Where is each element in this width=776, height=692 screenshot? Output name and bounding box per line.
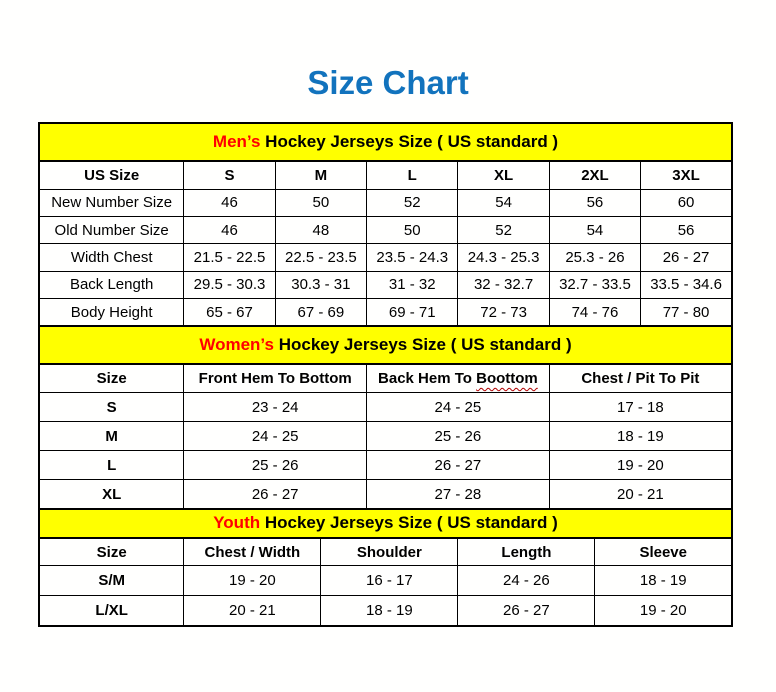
size-value-cell: 25.3 - 26 [549, 244, 640, 271]
size-chart-tables [38, 122, 733, 627]
size-value-cell: 19 - 20 [595, 596, 732, 626]
youth-section-banner [38, 508, 733, 539]
mens-header-row [39, 161, 732, 189]
size-value-cell: 25 - 26 [367, 422, 550, 451]
misspelled-word: Boottom [476, 370, 538, 388]
womens-col-header [367, 364, 550, 393]
size-value-cell: 26 - 27 [458, 596, 595, 626]
size-value-cell: 21.5 - 22.5 [184, 244, 275, 271]
table-row [39, 299, 732, 326]
size-value-cell: 24 - 25 [184, 422, 367, 451]
mens-row-label: Body Height [39, 299, 184, 326]
mens-section-banner [38, 122, 733, 162]
size-value-cell: 52 [367, 189, 458, 216]
size-value-cell: 46 [184, 216, 275, 243]
youth-size-table [38, 537, 733, 627]
size-value-cell: 74 - 76 [549, 299, 640, 326]
size-value-cell: 54 [549, 216, 640, 243]
table-row [39, 189, 732, 216]
size-value-cell: 18 - 19 [549, 422, 732, 451]
mens-row-label: Back Length [39, 271, 184, 298]
size-value-cell: 26 - 27 [641, 244, 732, 271]
mens-col-header: S [184, 161, 275, 189]
size-value-cell: 22.5 - 23.5 [275, 244, 366, 271]
youth-col-header: Shoulder [321, 538, 458, 566]
size-value-cell: 56 [549, 189, 640, 216]
table-row [39, 216, 732, 243]
womens-banner-text: Hockey Jerseys Size ( US standard ) [273, 334, 572, 354]
youth-col-header: Sleeve [595, 538, 732, 566]
size-value-cell: 77 - 80 [641, 299, 732, 326]
size-value-cell: 69 - 71 [367, 299, 458, 326]
youth-row-label: L/XL [39, 596, 184, 626]
womens-row-label: L [39, 451, 184, 480]
mens-col-header: 3XL [641, 161, 732, 189]
table-row [39, 451, 732, 480]
table-row [39, 566, 732, 596]
size-value-cell: 52 [458, 216, 549, 243]
size-value-cell: 18 - 19 [595, 566, 732, 596]
size-value-cell: 24.3 - 25.3 [458, 244, 549, 271]
size-value-cell: 23 - 24 [184, 393, 367, 422]
size-value-cell: 26 - 27 [184, 480, 367, 509]
size-value-cell: 27 - 28 [367, 480, 550, 509]
table-row [39, 271, 732, 298]
mens-row-label: Old Number Size [39, 216, 184, 243]
page-title: Size Chart [307, 64, 469, 101]
womens-banner-highlight: Women’s [199, 334, 274, 354]
size-value-cell: 17 - 18 [549, 393, 732, 422]
mens-col-header: US Size [39, 161, 184, 189]
size-value-cell: 29.5 - 30.3 [184, 271, 275, 298]
size-value-cell: 19 - 20 [184, 566, 321, 596]
mens-banner-highlight: Men’s [212, 132, 261, 151]
womens-col-header: Size [39, 364, 184, 393]
womens-row-label: S [39, 393, 184, 422]
size-value-cell: 32.7 - 33.5 [549, 271, 640, 298]
size-value-cell: 20 - 21 [549, 480, 732, 509]
size-value-cell: 30.3 - 31 [275, 271, 366, 298]
mens-banner-text: Hockey Jerseys Size ( US standard ) [260, 132, 559, 151]
youth-banner-text: Hockey Jerseys Size ( US standard ) [260, 513, 558, 533]
size-value-cell: 32 - 32.7 [458, 271, 549, 298]
mens-size-table [38, 160, 733, 327]
mens-row-label: New Number Size [39, 189, 184, 216]
mens-col-header: L [367, 161, 458, 189]
youth-banner-highlight: Youth [213, 513, 261, 533]
size-value-cell: 18 - 19 [321, 596, 458, 626]
size-value-cell: 24 - 25 [367, 393, 550, 422]
mens-row-label: Width Chest [39, 244, 184, 271]
table-row [39, 244, 732, 271]
table-row [39, 422, 732, 451]
table-row [39, 596, 732, 626]
size-value-cell: 16 - 17 [321, 566, 458, 596]
size-value-cell: 50 [275, 189, 366, 216]
youth-col-header: Length [458, 538, 595, 566]
size-value-cell: 48 [275, 216, 366, 243]
size-value-cell: 33.5 - 34.6 [641, 271, 732, 298]
size-value-cell: 26 - 27 [367, 451, 550, 480]
size-value-cell: 23.5 - 24.3 [367, 244, 458, 271]
mens-col-header: 2XL [549, 161, 640, 189]
table-row [39, 393, 732, 422]
youth-col-header: Chest / Width [184, 538, 321, 566]
size-value-cell: 46 [184, 189, 275, 216]
size-value-cell: 20 - 21 [184, 596, 321, 626]
mens-col-header: XL [458, 161, 549, 189]
size-value-cell: 65 - 67 [184, 299, 275, 326]
youth-row-label: S/M [39, 566, 184, 596]
table-row [39, 480, 732, 509]
size-value-cell: 60 [641, 189, 732, 216]
size-value-cell: 72 - 73 [458, 299, 549, 326]
womens-section-banner [38, 325, 733, 365]
size-value-cell: 54 [458, 189, 549, 216]
size-value-cell: 25 - 26 [184, 451, 367, 480]
size-value-cell: 31 - 32 [367, 271, 458, 298]
size-value-cell: 56 [641, 216, 732, 243]
size-value-cell: 50 [367, 216, 458, 243]
mens-col-header: M [275, 161, 366, 189]
womens-col-header: Front Hem To Bottom [184, 364, 367, 393]
womens-row-label: M [39, 422, 184, 451]
youth-header-row [39, 538, 732, 566]
womens-col-header: Chest / Pit To Pit [549, 364, 732, 393]
womens-col-header-text: Back Hem To [378, 370, 477, 388]
size-value-cell: 24 - 26 [458, 566, 595, 596]
youth-col-header: Size [39, 538, 184, 566]
womens-header-row [39, 364, 732, 393]
size-value-cell: 67 - 69 [275, 299, 366, 326]
womens-size-table [38, 363, 733, 510]
womens-row-label: XL [39, 480, 184, 509]
size-value-cell: 19 - 20 [549, 451, 732, 480]
